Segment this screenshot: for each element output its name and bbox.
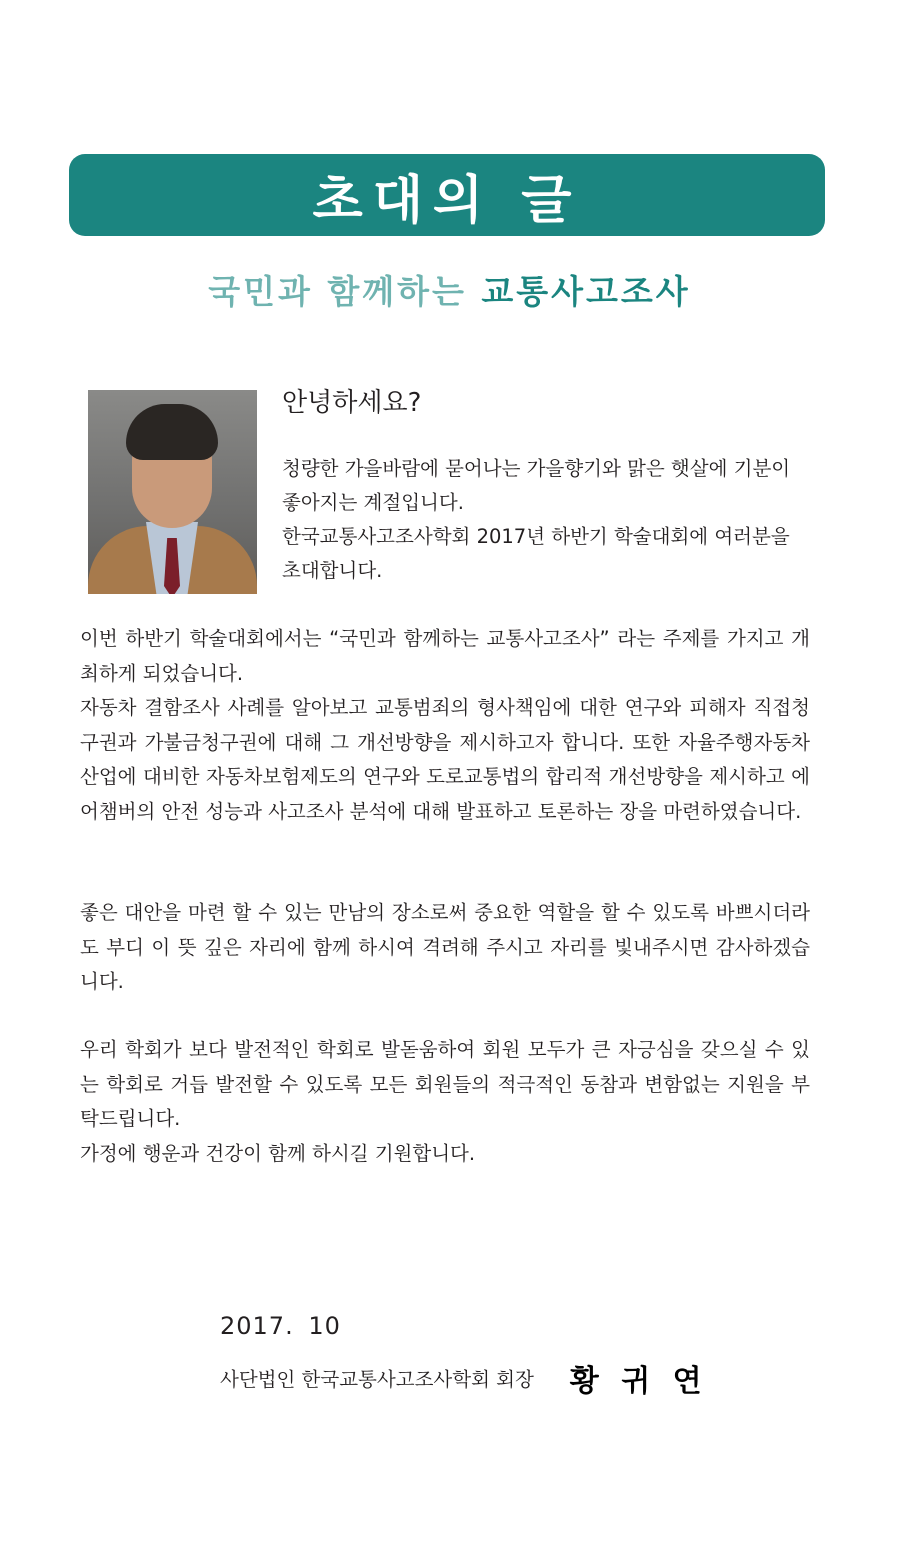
body-line: 우리 학회가 보다 발전적인 학회로 발돋움하여 회원 모두가 큰 자긍심을 갖으실 수 있는 학회로 거듭 발전할 수 있도록 모든 회원들의 적극적인 동참과 변함없는 지원을 부탁드립니다. xyxy=(80,1038,810,1130)
intro-line: 한국교통사고조사학회 2017년 하반기 학술대회에 여러분을 초대합니다. xyxy=(282,525,790,582)
body-line: 가정에 행운과 건강이 함께 하시길 기원합니다. xyxy=(80,1141,476,1165)
subtitle-part-2: 교통사고조사 xyxy=(481,272,691,311)
signer-name: 황 귀 연 xyxy=(569,1364,708,1399)
letter-date: 2017. 10 xyxy=(220,1312,341,1340)
subtitle xyxy=(0,266,899,313)
title-banner xyxy=(69,154,825,236)
subtitle-part-1: 국민과 함께하는 xyxy=(208,272,482,311)
body-line: 자동차 결함조사 사례를 알아보고 교통범죄의 형사책임에 대한 연구와 피해자 직접청구권과 가불금청구권에 대해 그 개선방향을 제시하고자 합니다. 또한 자율주행자동차 산업에 대비한 자동차보험제도의 연구와 도로교통법의 합리적 개선방향을 제시하고 에어챔버의 안전 성능과 사고조사 분석에 대해 발표하고 토론하는 장을 마련하였습니다. xyxy=(80,696,810,823)
page-title: 초대의 글 xyxy=(312,170,582,231)
body-line: 이번 하반기 학술대회에서는 “국민과 함께하는 교통사고조사” 라는 주제를 가지고 개최하게 되었습니다. xyxy=(80,627,810,685)
body-line: 좋은 대안을 마련 할 수 있는 만남의 장소로써 중요한 역할을 할 수 있도록 바쁘시더라도 부디 이 뜻 깊은 자리에 함께 하시여 격려해 주시고 자리를 빛내주시면 감사하겠습니다. xyxy=(80,901,810,993)
greeting: 안녕하세요? xyxy=(282,388,422,418)
organization-title: 사단법인 한국교통사고조사학회 회장 xyxy=(220,1368,534,1391)
intro-line: 청량한 가을바람에 묻어나는 가을향기와 맑은 햇살에 기분이 좋아지는 계절입니다. xyxy=(282,457,791,514)
president-portrait xyxy=(88,390,257,594)
intro-text xyxy=(282,452,810,588)
body-paragraph-1 xyxy=(80,622,810,829)
body-paragraph-2 xyxy=(80,896,810,1000)
signature-row xyxy=(220,1356,708,1400)
body-paragraph-3 xyxy=(80,1033,810,1171)
